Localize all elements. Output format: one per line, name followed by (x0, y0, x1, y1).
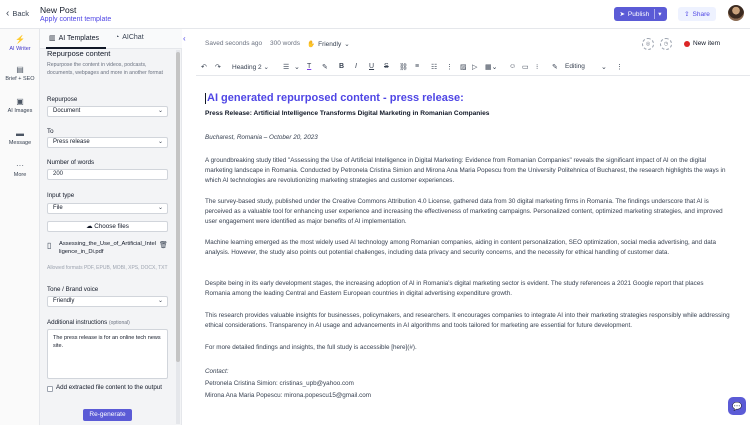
video-icon[interactable]: ▷ (472, 64, 478, 71)
paragraph-3[interactable]: Machine learning emerged as the most widely used AI technology among Romanian companies, aiding in content personalization, SEO optimization, social media advertising, and data analysis. However, the study also points out potential challenges, including data privacy and security concerns, and the necessity for ethical handling of customer data. (205, 239, 717, 256)
to-value: Press release (53, 139, 90, 145)
more-icon: ··· (16, 161, 24, 170)
users-icon[interactable]: ◎ (642, 38, 654, 50)
collapse-panel-icon[interactable]: ‹ (183, 34, 186, 43)
rail-item-label: AI Writer (9, 46, 31, 52)
word-count: 300 words (270, 40, 300, 47)
instructions-label-text: Additional instructions (47, 319, 108, 326)
chevron-down-icon: ⌄ (344, 41, 350, 48)
more-options-icon[interactable]: ⋮ (616, 64, 623, 71)
text-cursor (205, 93, 206, 104)
rail-item-more[interactable] (0, 161, 40, 178)
code-icon[interactable]: ▭ (522, 64, 529, 71)
rail-item-label: Message (8, 140, 32, 146)
choose-files-button[interactable] (47, 221, 168, 232)
heading-select[interactable]: Heading 2 ⌄ (232, 64, 269, 71)
text-color-icon[interactable]: T (307, 63, 312, 70)
rail-item-label: Brief + SEO (5, 76, 35, 82)
repurpose-value: Document (53, 108, 81, 114)
extract-content-checkbox[interactable] (47, 386, 53, 392)
press-release-subtitle[interactable]: Press Release: Artificial Intelligence Transforms Digital Marketing in Romanian Companies (205, 110, 490, 117)
underline-icon[interactable]: U (369, 63, 375, 70)
section-title: Repurpose content (47, 49, 111, 58)
history-icon[interactable]: ◷ (660, 38, 672, 50)
bullet-list-icon[interactable]: ☷ (431, 64, 438, 71)
publish-button[interactable] (614, 7, 667, 21)
edit-mode-icon[interactable]: ✎ (552, 64, 558, 71)
editing-mode-select[interactable]: Editing (565, 63, 585, 70)
choose-files-label: Choose files (94, 223, 129, 230)
contact-1[interactable]: Petronela Cristina Simion: cristinas_upb@yahoo.com (205, 380, 354, 387)
share-button[interactable] (678, 7, 716, 21)
rail-item-ai-writer[interactable] (0, 35, 40, 52)
redo-icon[interactable]: ↷ (215, 64, 221, 71)
checkbox-label: Add extracted file content to the output (56, 384, 162, 391)
chevron-down-icon[interactable]: ⌄ (294, 64, 300, 71)
panel-form (40, 49, 182, 425)
trash-icon[interactable]: 🗑 (159, 242, 168, 249)
table-icon[interactable]: ▦⌄ (485, 64, 498, 71)
paragraph-5[interactable]: This research provides valuable insights for businesses, policymakers, and researchers. It encourages companies to integrate AI into their marketing strategies responsibly while addressing ethical considerations. Transparency in AI usage and advancements in AI algorithms and tools tailored for marketing are essential for future development. (205, 312, 730, 329)
image-icon: ▣ (16, 97, 24, 106)
apply-template-link[interactable]: Apply content template (40, 16, 112, 23)
chevron-down-icon[interactable]: ▾ (658, 11, 662, 18)
rail-item-label: More (13, 172, 27, 178)
chevron-down-icon: ⌄ (157, 139, 163, 145)
paragraph-1[interactable]: A groundbreaking study titled "Assessing the Use of Artificial Intelligence in Digital Marketing: Evidence from Romanian Companies" reveals the significant impact of AI on the digital marketing landscape in Romania. Conducted by Petronela Cristina Simion and Mirona Ana Maria Popescu from the University Politehnica of Bucharest, the research highlights the ways in which AI technologies are revolutionizing marketing strategies and customer experiences. (205, 157, 726, 184)
back-button[interactable] (6, 9, 29, 18)
status-icons (642, 38, 672, 50)
file-name: Assessing_the_Use_of_Artificial_Intelligence_in_Di.pdf (59, 241, 156, 255)
tab-label: AIChat (122, 34, 144, 41)
message-icon: ▬ (16, 129, 24, 138)
brief-icon: ▤ (16, 65, 24, 74)
quote-icon[interactable]: ⁝ (536, 64, 539, 71)
panel-tabs (40, 29, 182, 49)
italic-icon[interactable]: I (355, 63, 357, 70)
image-icon[interactable]: ▨ (460, 64, 467, 71)
share-icon: ⇪ (684, 11, 690, 18)
publish-divider (654, 9, 655, 19)
section-description: Repurpose the content in videos, podcasts, documents, webpages and more in another format (47, 62, 163, 77)
status-dot-icon (684, 41, 690, 47)
templates-icon: ▥ (49, 35, 56, 42)
instructions-textarea[interactable]: The press release is for an online tech news site. (47, 329, 168, 379)
chevron-down-icon: ⌄ (157, 205, 163, 211)
rail-item-ai-images[interactable] (0, 97, 40, 114)
tone-value: Friendly (53, 298, 75, 304)
contact-2[interactable]: Mirona Ana Maria Popescu: mirona.popescu15@gmail.com (205, 392, 371, 399)
chat-bubble-icon[interactable]: 💬 (728, 397, 746, 415)
line-spacing-icon[interactable]: ☰ (283, 64, 290, 71)
dateline[interactable]: Bucharest, Romania – October 20, 2023 (205, 134, 318, 141)
rail-item-label: AI Images (7, 108, 33, 114)
link-icon[interactable]: ⛓ (399, 64, 408, 71)
saved-status: Saved seconds ago (205, 40, 263, 47)
highlight-icon[interactable]: ✎ (322, 64, 328, 71)
repurpose-select[interactable] (47, 106, 168, 117)
bold-icon[interactable]: B (339, 63, 345, 70)
numbered-list-icon[interactable]: ⋮ (446, 64, 453, 71)
tone-indicator-label: Friendly (318, 40, 342, 48)
input-type-select[interactable] (47, 203, 168, 214)
instructions-label (47, 319, 130, 326)
words-label: Number of words (47, 159, 95, 166)
tab-ai-templates[interactable] (49, 34, 99, 42)
to-select[interactable] (47, 137, 168, 148)
upload-cloud-icon: ☁ (86, 223, 93, 230)
contact-label[interactable]: Contact: (205, 368, 229, 375)
paragraph-4[interactable]: Despite being in its early development stages, the increasing adoption of AI in Romania's digital marketing sector is evident. The study references a 2021 Google report that places Romania among the leading Central and Eastern European countries in digital advertising expenditure growth. (205, 280, 704, 297)
to-label: To (47, 128, 54, 135)
send-icon: ➤ (619, 11, 625, 18)
paragraph-6[interactable]: For more detailed findings and insights, the full study is accessible [here](#). (205, 344, 417, 351)
avatar[interactable] (728, 5, 744, 21)
document-heading[interactable] (205, 92, 464, 104)
uploaded-file (47, 240, 168, 260)
align-icon[interactable]: ≡ (415, 63, 420, 70)
input-type-label: Input type (47, 192, 75, 199)
tone-indicator[interactable] (307, 40, 350, 48)
top-bar (0, 0, 750, 29)
tone-select[interactable] (47, 296, 168, 307)
publish-label: Publish (627, 10, 650, 18)
new-item-status[interactable] (684, 40, 720, 47)
rail-item-message[interactable] (0, 129, 40, 146)
editor-toolbar (196, 58, 750, 76)
back-label: Back (12, 9, 30, 18)
heading-value: Heading 2 (232, 64, 262, 71)
document-title[interactable]: New Post (40, 5, 77, 15)
new-item-label: New item (693, 40, 721, 47)
panel-scrollbar-thumb[interactable] (176, 52, 180, 362)
bolt-icon: ⚡ (15, 35, 25, 44)
allowed-formats: Allowed formats PDF, EPUB, MOBI, XPS, DOCX, TXT (47, 265, 168, 271)
chevron-down-icon: ⌄ (157, 108, 163, 114)
document-icon: ▯ (47, 241, 52, 250)
chevron-down-icon: ⌄ (157, 298, 163, 304)
rail-item-brief-seo[interactable] (0, 65, 40, 82)
back-arrow-icon: ‹ (6, 8, 10, 19)
left-rail (0, 29, 40, 425)
optional-tag: (optional) (108, 320, 130, 326)
regenerate-button[interactable]: Re-generate (83, 409, 132, 421)
words-input[interactable]: 200 (47, 169, 168, 180)
strikethrough-icon[interactable]: S (384, 63, 389, 70)
input-type-value: File (53, 205, 63, 211)
tone-label: Tone / Brand voice (47, 286, 99, 293)
tab-label: AI Templates (58, 34, 99, 42)
share-label: Share (692, 10, 710, 18)
tab-aichat[interactable] (115, 34, 144, 41)
chevron-down-icon[interactable]: ⌄ (601, 64, 607, 71)
repurpose-label: Repurpose (47, 96, 78, 103)
undo-icon[interactable]: ↶ (201, 64, 207, 71)
paragraph-2[interactable]: The survey-based study, published under the Creative Commons Attribution 4.0 License, gathered data from 30 digital marketing firms in Romania. The findings underscore that AI is perceived as a valuable tool for enhancing user experience and increasing the effectiveness of marketing campaigns. Personalized content, optimized marketing strategies, and improved user engagement were identified as major benefits of AI implementation. (205, 198, 723, 225)
document-heading-text: AI generated repurposed content - press release: (207, 92, 464, 104)
emoji-icon[interactable]: ☺ (509, 63, 517, 70)
hand-icon: ✋ (307, 41, 316, 48)
templates-panel (40, 29, 182, 425)
chat-icon: ◔ (115, 34, 120, 41)
